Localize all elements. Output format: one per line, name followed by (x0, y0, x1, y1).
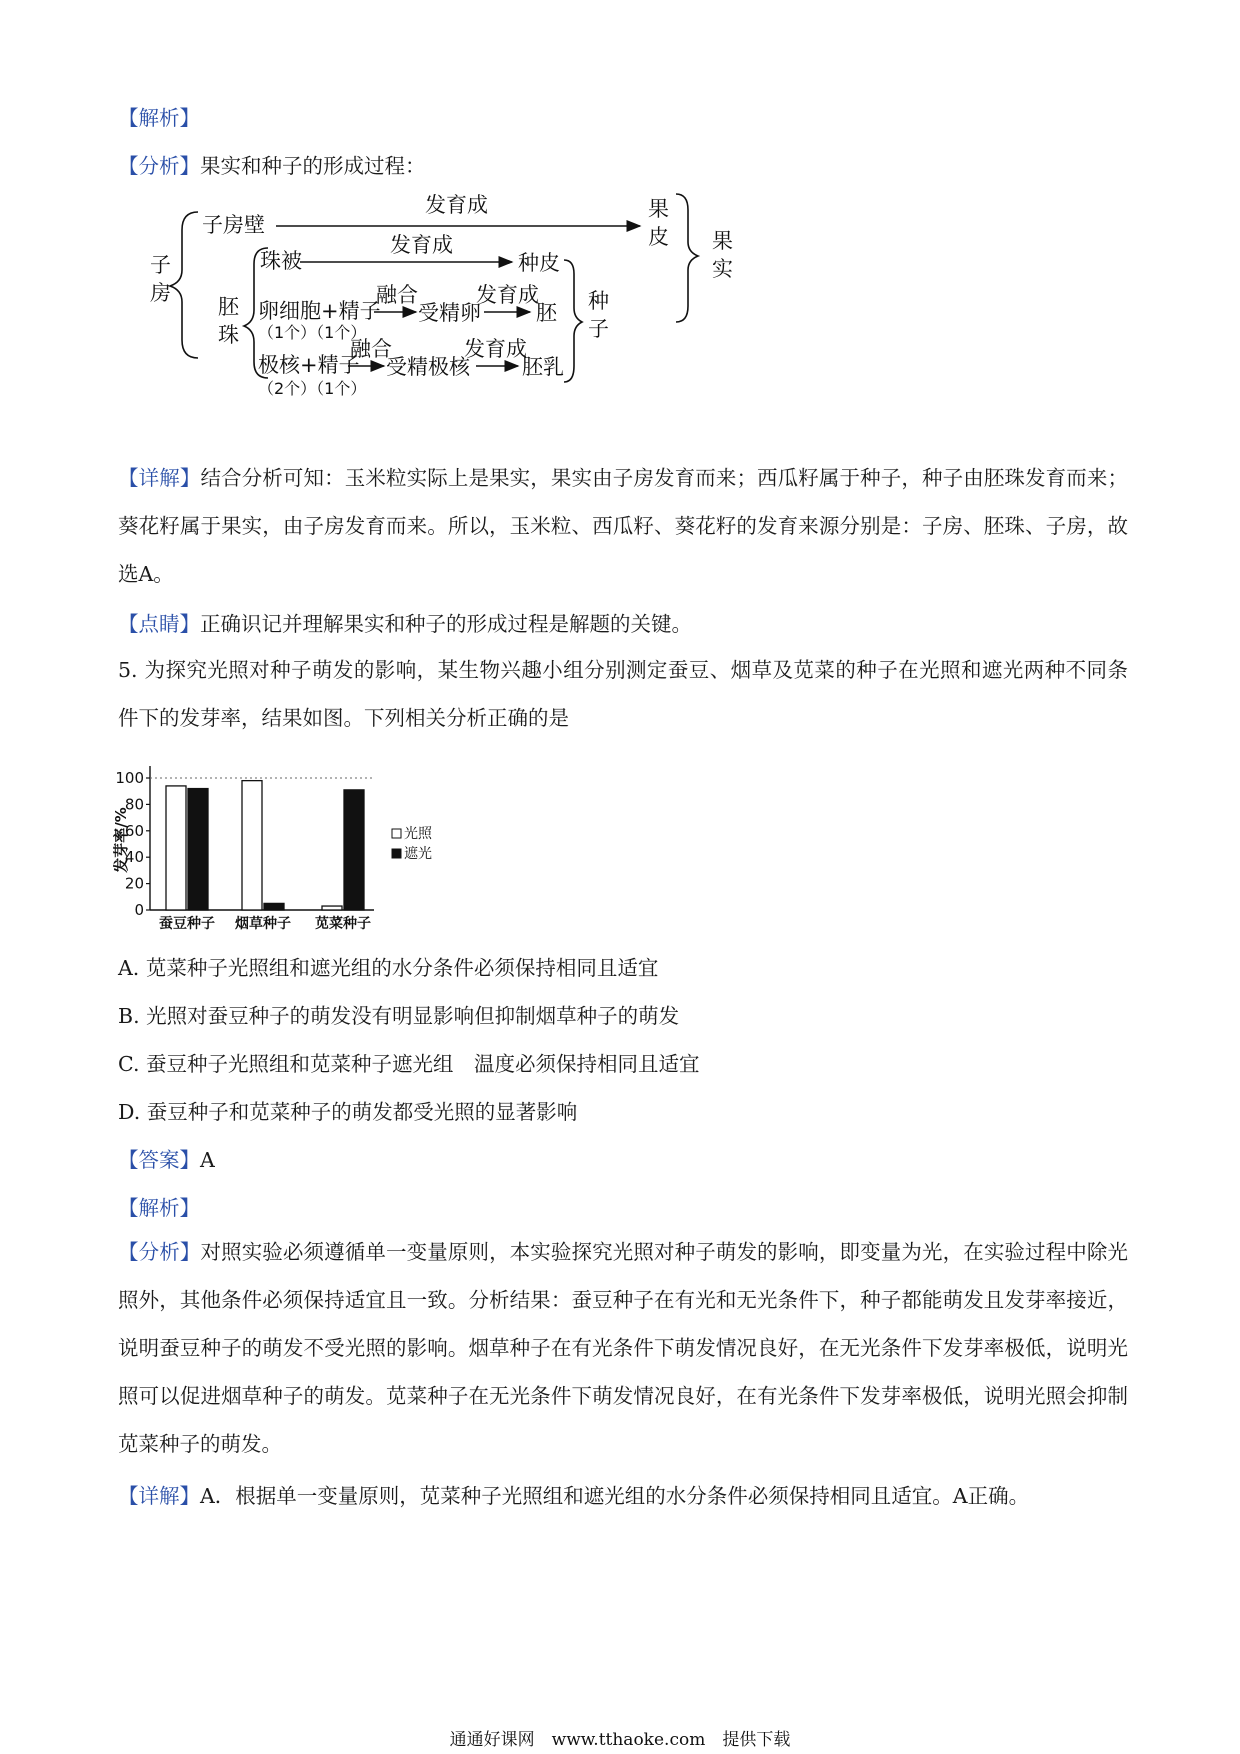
legend-swatch (392, 849, 401, 858)
option-c: C. 蚕豆种子光照组和苋菜种子遮光组 温度必须保持相同且适宜 (118, 1052, 700, 1076)
fruit-1: 果 (712, 229, 733, 253)
y-tick-label: 20 (124, 874, 144, 893)
option-a: A. 苋菜种子光照组和遮光组的水分条件必须保持相同且适宜 (118, 956, 659, 980)
bar-遮光-苋菜种子 (344, 790, 364, 910)
egg-sperm: 卵细胞+精子 (258, 299, 381, 323)
y-tick-label: 80 (124, 795, 144, 814)
fertilized-polar: 受精极核 (386, 355, 470, 379)
y-tick-label: 40 (124, 848, 144, 867)
x-tick-label: 蚕豆种子 (159, 916, 215, 932)
bar-光照-苋菜种子 (322, 906, 342, 910)
ovary-wall: 子房壁 (202, 213, 265, 237)
ovary-label-2: 房 (150, 281, 171, 305)
y-axis-label: 发芽率/% (112, 807, 130, 873)
jiexi-heading-2: 【解析】 (118, 1196, 200, 1220)
zygote: 受精卵 (418, 301, 481, 325)
bar-遮光-烟草种子 (264, 903, 284, 910)
legend-label: 遮光 (404, 846, 432, 862)
ovary-label-1: 子 (150, 253, 171, 277)
bar-光照-烟草种子 (242, 781, 262, 910)
answer-line: 【答案】A (118, 1148, 215, 1172)
bar-遮光-蚕豆种子 (188, 789, 208, 910)
ovule-2: 珠 (218, 323, 239, 347)
embryo: 胚 (536, 301, 557, 325)
analysis-paragraph-2: 【分析】对照实验必须遵循单一变量原则，本实验探究光照对种子萌发的影响，即变量为光，在实验过程中除光照外，其他条件必须保持适宜且一致。分析结果：蚕豆种子在有光和无光条件下，种子都能萌发且发芽率接近，说明蚕豆种子的萌发不受光照的影响。烟草种子在有光条件下萌发情况良好，在无光条件下发芽率极低，说明光照可以促进烟草种子的萌发。苋菜种子在无光条件下萌发情况良好，在有光条件下发芽率极低，说明光照会抑制苋菜种子的萌发。 (118, 1240, 1129, 1456)
detail-line-2: 【详解】A．根据单一变量原则，苋菜种子光照组和遮光组的水分条件必须保持相同且适宜。A正确。 (118, 1484, 1030, 1508)
legend-label: 光照 (404, 826, 432, 842)
pericarp-2: 皮 (648, 225, 669, 249)
seed-1: 种 (588, 289, 609, 313)
y-tick-label: 60 (124, 821, 144, 840)
jiexi-heading: 【解析】 (118, 106, 200, 130)
fruit-brace (676, 194, 698, 322)
note-line: 【点睛】正确识记并理解果实和种子的形成过程是解题的关键。 (118, 612, 692, 636)
legend-swatch (392, 829, 401, 838)
seed-coat: 种皮 (518, 251, 560, 275)
polar-counts: （2个）（1个） (258, 379, 367, 398)
develop-label-3: 发育成 (476, 283, 539, 307)
fruit-seed-diagram (140, 190, 780, 450)
seed-brace (564, 260, 582, 382)
y-tick-label: 100 (115, 769, 144, 787)
fruit-2: 实 (712, 257, 733, 281)
bar-光照-蚕豆种子 (166, 786, 186, 910)
fuse-label-2: 融合 (350, 337, 392, 361)
pericarp-1: 果 (648, 197, 669, 221)
page-footer: 通通好课网 www.tthaoke.com 提供下载 (449, 1730, 791, 1750)
germination-chart (112, 758, 512, 938)
integument: 珠被 (260, 249, 302, 273)
seed-2: 子 (588, 317, 609, 341)
detail-paragraph-1: 【详解】结合分析可知：玉米粒实际上是果实，果实由子房发育而来；西瓜籽属于种子，种子由胚珠发育而来；葵花籽属于果实，由子房发育而来。所以，玉米粒、西瓜籽、葵花籽的发育来源分别是：子房、胚珠、子房，故选A。 (118, 466, 1129, 586)
x-tick-label: 苋菜种子 (315, 916, 371, 932)
analysis-line: 【分析】果实和种子的形成过程： (118, 154, 426, 178)
develop-label-4: 发育成 (464, 337, 527, 361)
y-tick-label: 0 (134, 901, 144, 919)
option-d: D. 蚕豆种子和苋菜种子的萌发都受光照的显著影响 (118, 1100, 578, 1124)
option-b: B. 光照对蚕豆种子的萌发没有明显影响但抑制烟草种子的萌发 (118, 1004, 680, 1028)
x-tick-label: 烟草种子 (235, 916, 291, 932)
ovule-1: 胚 (218, 295, 239, 319)
polar-sperm: 极核+精子 (258, 353, 360, 377)
develop-label-1: 发育成 (425, 193, 488, 217)
egg-counts: （1个）（1个） (258, 323, 367, 342)
fuse-label-1: 融合 (376, 283, 418, 307)
ovary-brace (170, 212, 198, 358)
question-5-stem: 5. 为探究光照对种子萌发的影响，某生物兴趣小组分别测定蚕豆、烟草及苋菜的种子在光照和遮光两种不同条件下的发芽率，结果如图。下列相关分析正确的是 (118, 658, 1128, 730)
endosperm: 胚乳 (522, 355, 564, 379)
develop-label-2: 发育成 (390, 233, 453, 257)
